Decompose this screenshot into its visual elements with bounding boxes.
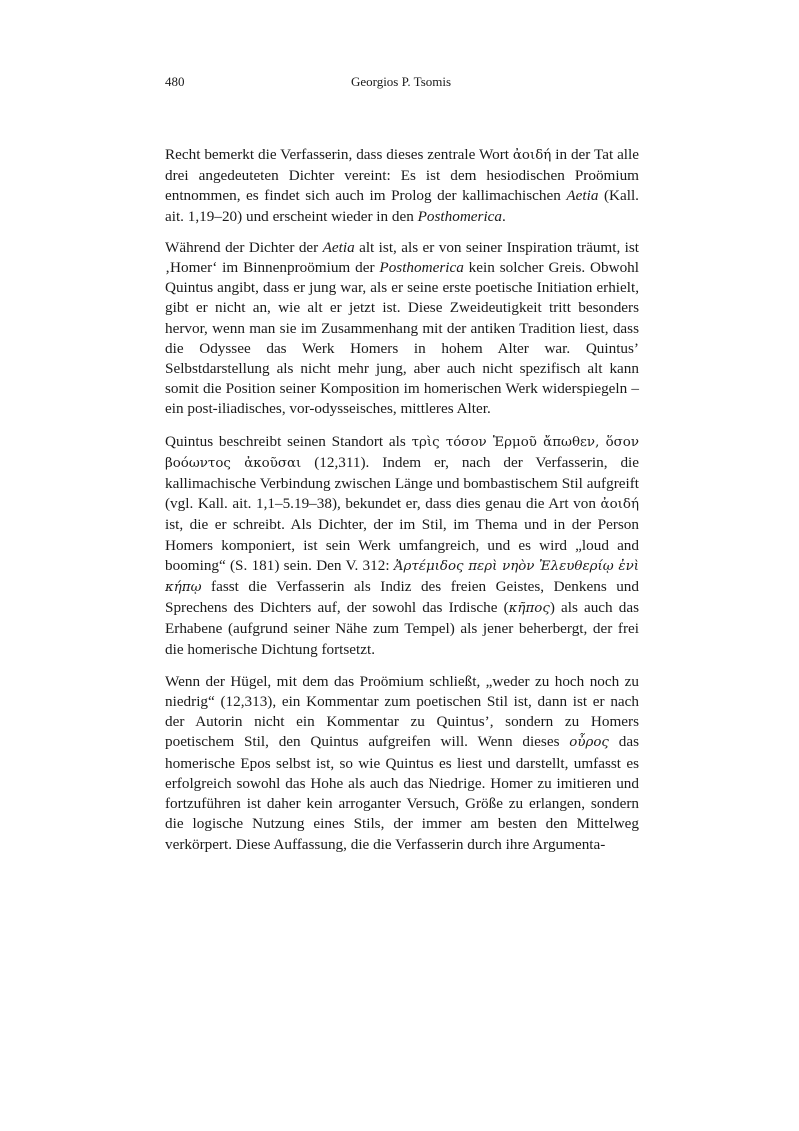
italic-title: Posthomerica <box>379 259 464 277</box>
greek-quote: τρὶς τόσον Ἑρμοῦ ἄπωθεν, ὅσον βοόωντος ἀκοῦσαι <box>165 434 639 471</box>
greek-word: ἀοιδή <box>512 148 552 163</box>
greek-word: οὖρος <box>569 735 609 751</box>
italic-title: Posthomerica <box>417 207 503 225</box>
text-run: (12,311). Indem er, nach der Verfasserin, die kallimachische Verbindung zwischen Länge und bombastischem Stil aufgreift (vgl. Kall. ait. 1,1–5.19–38), bekundet er, dass dies genau die Art von <box>165 453 639 513</box>
paragraph-1 <box>165 145 639 227</box>
paragraph-4 <box>165 672 639 855</box>
text-run: (Kall. ait. 1,19–20) und erscheint wieder in den <box>165 187 639 225</box>
paragraph-3 <box>165 432 639 660</box>
text-run: das homerische Epos selbst ist, so wie Quintus es liest und darstellt, umfasst es erfolgreich sowohl das Hohe als auch das Niedrige. Homer zu imitieren und fortzuführen ist daher kein arroganter Versuch, Größe zu erlangen, sondern die logische Nutzung eines Stils, der immer am besten den Mittelweg verkörpert. Diese Auffassung, die die Verfasserin durch ihre Argumenta- <box>165 733 639 853</box>
text-run: in der Tat alle drei angedeuteten Dichter vereint: Es ist dem hesiodischen Proömium entnommen, es findet sich auch im Prolog der kallimachischen <box>165 146 639 205</box>
greek-word: ἀοιδή <box>600 497 639 513</box>
text-run: Während der Dichter der <box>165 238 323 256</box>
italic-title: Aetia <box>566 187 599 205</box>
text-run: Recht bemerkt die Verfasserin, dass dieses zentrale Wort <box>165 146 513 163</box>
greek-quote: Ἀρτέμιδος περὶ νηὸν Ἐλευθερίῳ ἐνὶ κήπῳ <box>165 558 639 596</box>
text-run: ) als auch das Erhabene (aufgrund seiner Nähe zum Tempel) als jener beherbergt, der frei die homerische Dichtung fortsetzt. <box>165 599 639 658</box>
text-run: Wenn der Hügel, mit dem das Proömium schließt, „weder zu hoch noch zu niedrig“ (12,313), ein Kommentar zum poetischen Stil ist, dann ist er nach der Autorin nicht ein Kommentar zu Quintus’, sondern zu Homers poetischem Stil, den Quintus aufgreifen will. Wenn dieses <box>165 672 639 751</box>
paragraph-2 <box>165 238 639 420</box>
text-run: fasst die Verfasserin als Indiz des freien Geistes, Denkens und Sprechens des Dichters auf, der sowohl das Irdische ( <box>165 578 639 617</box>
italic-title: Aetia <box>322 238 355 256</box>
running-head: Georgios P. Tsomis <box>350 74 452 89</box>
text-run: Quintus beschreibt seinen Standort als <box>165 432 412 450</box>
text-run: ist, die er schreibt. Als Dichter, der im Stil, im Thema und in der Person Homers komponiert, ist sein Werk umfangreich, und es wird „loud and booming“ (S. 181) sein. Den V. 312: <box>165 516 639 574</box>
text-run: alt ist, als er von seiner Inspiration träumt, ist ‚Homer‘ im Binnenproömium der <box>165 238 639 277</box>
text-run: kein solcher Greis. Obwohl Quintus angibt, dass er jung war, als er seine erste poetische Initiation erhielt, gibt er nicht an, wie alt er jetzt ist. Diese Zweideutigkeit tritt besonders hervor, wenn man sie im Zusammenhang mit der antiken Tradition liest, dass die Odyssee das Werk Homers in hohem Alter war. Quintus’ Selbstdarstellung als nicht mehr jung, aber auch nicht spezifisch alt kann somit die Position seiner Komposition im homerischen Werk widerspiegeln – ein post-iliadisches, vor-odysseisches, mittleres Alter. <box>165 259 639 418</box>
greek-word: κῆπος <box>508 601 550 617</box>
body-text <box>165 145 639 864</box>
page-header <box>165 74 637 94</box>
text-run: . <box>502 207 506 225</box>
page-number: 480 <box>165 74 185 89</box>
